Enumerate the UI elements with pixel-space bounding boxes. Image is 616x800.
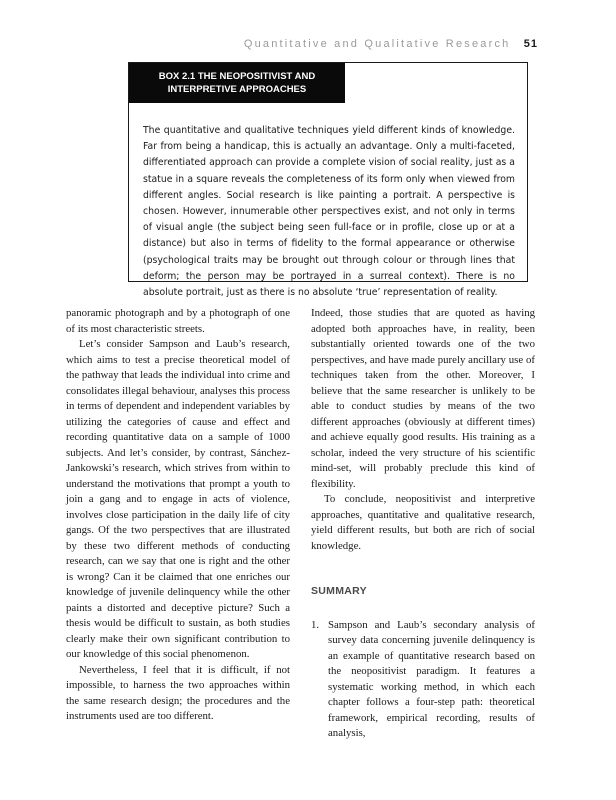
right-column	[311, 306, 535, 742]
box-title-line-2: INTERPRETIVE APPROACHES	[167, 84, 307, 95]
right-paragraph-2: To conclude, neopositivist and interpretive approaches, quantitative and qualitative research, yield different results, but both are rich of social knowledge.	[311, 493, 535, 552]
summary-heading: SUMMARY	[311, 585, 367, 597]
box-2-1	[128, 62, 528, 299]
box-body-text: The quantitative and qualitative techniques yield different kinds of knowledge. Far from being a handicap, this is actually an advantage. Only a multi-faceted, differentiated approach can provide a complete vision of social reality, just as a statue in a square reveals the completeness of its form only when viewed from different angles. Social research is like painting a portrait. A perspective is chosen. However, innumerable other perspectives exist, and not only in terms of visual angle (the subject being seen full-face or in profile, close up or at a distance) but also in terms of fidelity to the formal appearance or otherwise (psychological traits may be brought out through colour or through lines that deform; the person may be portrayed in a surreal context). There is no absolute portrait, just as there is no absolute ‘true’ representation of reality.	[143, 125, 515, 299]
box-title-line-1: BOX 2.1 THE NEOPOSITIVIST AND	[158, 71, 316, 82]
summary-item-number: 1.	[311, 618, 320, 631]
page-number: 51	[523, 38, 538, 50]
left-paragraph-2: Let’s consider Sampson and Laub’s research, which aims to test a precise theoretical model of the pathway that leads the individual into crime and consolidates illegal behaviour, analyses this process in terms of dependent and independent variables by utilizing the categories of cause and effect and recording quantitative data on a sample of 1000 subjects. And let’s consider, by contrast, Sánchez-Jankowski’s research, which strives from within to understand the motivations that prompt a youth to join a gang and to engage in acts of violence, involves close participation in the daily life of city gangs. Of the two perspectives that are illustrated by these two different methods of conducting research, can we say that one is right and the other is wrong? Can it be claimed that one enriches our knowledge of juvenile delinquency while the other paints a distorted and deceptive picture? Such a thesis would be difficult to sustain, as both studies clearly make their own significant contribution to our knowledge of this social phenomenon.	[66, 338, 290, 660]
running-head-title: Quantitative and Qualitative Research	[243, 38, 511, 50]
running-head	[244, 38, 538, 50]
summary-item	[311, 618, 535, 742]
left-paragraph-1: panoramic photograph and by a photograph of one of its most characteristic streets.	[66, 307, 290, 335]
summary-item-text: Sampson and Laub’s secondary analysis of survey data concerning juvenile delinquency is an example of quantitative research based on the neopositivist paradigm. It features a systematic working method, in which each chapter follows a four-step path: theoretical framework, empirical recording, results of analysis,	[328, 618, 535, 739]
right-paragraph-1: Indeed, those studies that are quoted as having adopted both approaches have, in reality, been substantially oriented towards one of the two perspectives, and have made purely ancillary use of techniques taken from the other. Moreover, I believe that the same researcher is unlikely to be able to conduct studies by means of the two different approaches (obviously at different times) and achieve equally good results. His training as a scholar, indeed the very structure of his scientific mind-set, will probably preclude this kind of flexibility.	[311, 307, 535, 490]
summary-list	[311, 618, 535, 742]
left-paragraph-3: Nevertheless, I feel that it is difficult, if not impossible, to harness the two approaches within the same research design; the procedures and the instruments used are too different.	[66, 663, 290, 722]
left-column	[66, 306, 290, 725]
box-title	[129, 63, 345, 103]
